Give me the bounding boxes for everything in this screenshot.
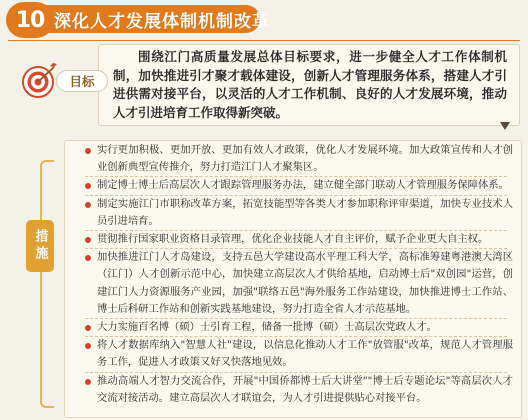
section-number: 10 <box>15 7 45 33</box>
measures-label: 措施 <box>32 229 48 263</box>
list-item: 制定实施江门市职称改革方案，拓宽技能型等各类人才参加职称评审渠道，加快专业技术人员引进培育。 <box>75 196 513 230</box>
list-item: 实行更加积极、更加开放、更加有效人才政策，优化人才发展环境。加大政策宣传和人才创业创新典型宣传推介，努力打造江门人才聚集区。 <box>75 142 513 176</box>
bullet-dot <box>85 343 91 349</box>
list-item: 加快推进江门人才岛建设，支持五邑大学建设高水平理工科大学，高标准筹建粤港澳大湾区（江门）人才创新示范中心，加快建立高层次人才供给基地，启动博士后"双创园"运营，创建江门人力资源服务产业园，加强"联络五邑"海外服务工作站建设，加快推进博士工作站、博士后科研工作站和创新实践基地建设，努力打造全省人才示范基地。 <box>75 249 513 318</box>
bullet-dot <box>85 379 91 385</box>
target-icon <box>20 62 60 100</box>
goal-label-pill <box>56 70 108 92</box>
bullet-dot <box>85 325 91 331</box>
bullet-dot <box>85 183 91 189</box>
measures-list <box>75 142 513 407</box>
list-item: 推动高端人才智力交流合作，开展"中国侨都博士后大讲堂""博士后专题论坛"等高层次人才交流对接活动。建立高层次人才联谊会，为人才引进提供贴心对接平台。 <box>75 373 513 407</box>
goal-box <box>98 44 520 126</box>
section-title: 深化人才发展体制机制改革 <box>54 11 270 32</box>
measures-label-tag <box>26 220 54 272</box>
bullet-dot <box>85 148 91 154</box>
measures-box <box>64 140 522 418</box>
triangle-down-icon <box>500 122 510 130</box>
measures-bracket <box>40 160 54 408</box>
list-item: 制定博士博士后高层次人才跟踪管理服务办法，建立健全部门联动人才管理服务保障体系。 <box>75 177 513 194</box>
list-item: 大力实施百名博（硕）士引育工程，储备一批博（硕）士高层次党政人才。 <box>75 319 513 336</box>
section-title-bar <box>34 5 270 33</box>
goal-text: 围绕江门高质量发展总体目标要求，进一步健全人才工作体制机制，加快推进引才聚才载体建设，创新人才管理服务体系，搭建人才引进供需对接平台，以灵活的人才工作机制、良好的人才发展环境，推动人才引进培育工作取得新突破。 <box>113 49 507 120</box>
section-header <box>0 0 528 40</box>
bullet-dot <box>85 237 91 243</box>
goal-label: 目标 <box>69 74 95 89</box>
header-divider <box>8 40 520 41</box>
bullet-dot <box>85 255 91 261</box>
list-item: 贯彻推行国家职业资格目录管理，优化企业技能人才自主评价，赋予企业更大自主权。 <box>75 231 513 248</box>
section-number-badge <box>6 2 54 38</box>
bullet-dot <box>85 202 91 208</box>
list-item: 将人才数据库纳入"智慧人社"建设，以信息化推动人才工作"放管服"改革，规范人才管理服务工作，促进人才政策又好又快落地见效。 <box>75 337 513 371</box>
